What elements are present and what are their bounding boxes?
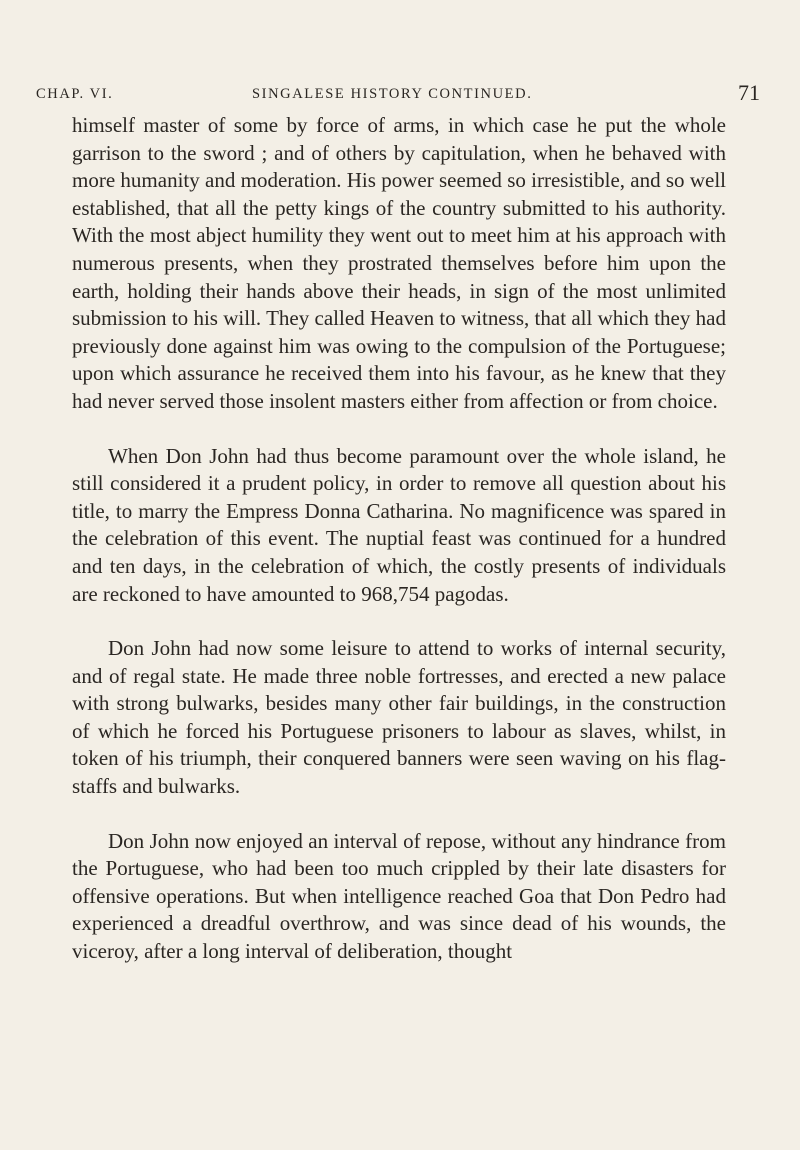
running-title: SINGALESE HISTORY CONTINUED. [252,86,533,102]
paragraph-1: himself master of some by force of arms, in which case he put the whole garrison to the sword ; and of others by capitulation, when he behaved with more humanity and moderation. His power seemed so irresistible, and so well established, that all the petty kings of the country submitted to his authority. With the most abject humility they went out to meet him at his approach with numerous presents, when they prostrated themselves before him upon the earth, holding their hands above their heads, in sign of the most unlimited submission to his will. They called Heaven to witness, that all which they had previously done against him was owing to the compulsion of the Portuguese; upon which assurance he received them into his favour, as he knew that they had never served those insolent masters either from affection or from choice. [72,113,726,413]
chapter-label: CHAP. VI. [36,86,114,102]
paragraph-2: When Don John had thus become paramount over the whole island, he still considered it a prudent policy, in order to remove all question about his title, to marry the Empress Donna Catharina. No magnificence was spared in the celebration of this event. The nuptial feast was continued for a hundred and ten days, in the celebration of which, the costly presents of individuals are reckoned to have amounted to 968,754 pagodas. [72,443,726,606]
page-body [72,112,726,993]
paragraph-4: Don John now enjoyed an interval of repose, without any hindrance from the Portuguese, who had been too much crippled by their late disasters for offensive operations. But when intelligence reached Goa that Don Pedro had experienced a dreadful overthrow, and was since dead of his wounds, the viceroy, after a long interval of deliberation, thought [72,828,726,964]
running-header [36,80,760,110]
paragraph-3: Don John had now some leisure to attend to works of internal security, and of regal state. He made three noble fortresses, and erected a new palace with strong bulwarks, besides many other fair buildings, in the construction of which he forced his Portuguese prisoners to labour as slaves, whilst, in token of his triumph, their conquered banners were seen waving on his flag-staffs and bulwarks. [72,636,726,799]
page-number: 71 [738,80,760,105]
